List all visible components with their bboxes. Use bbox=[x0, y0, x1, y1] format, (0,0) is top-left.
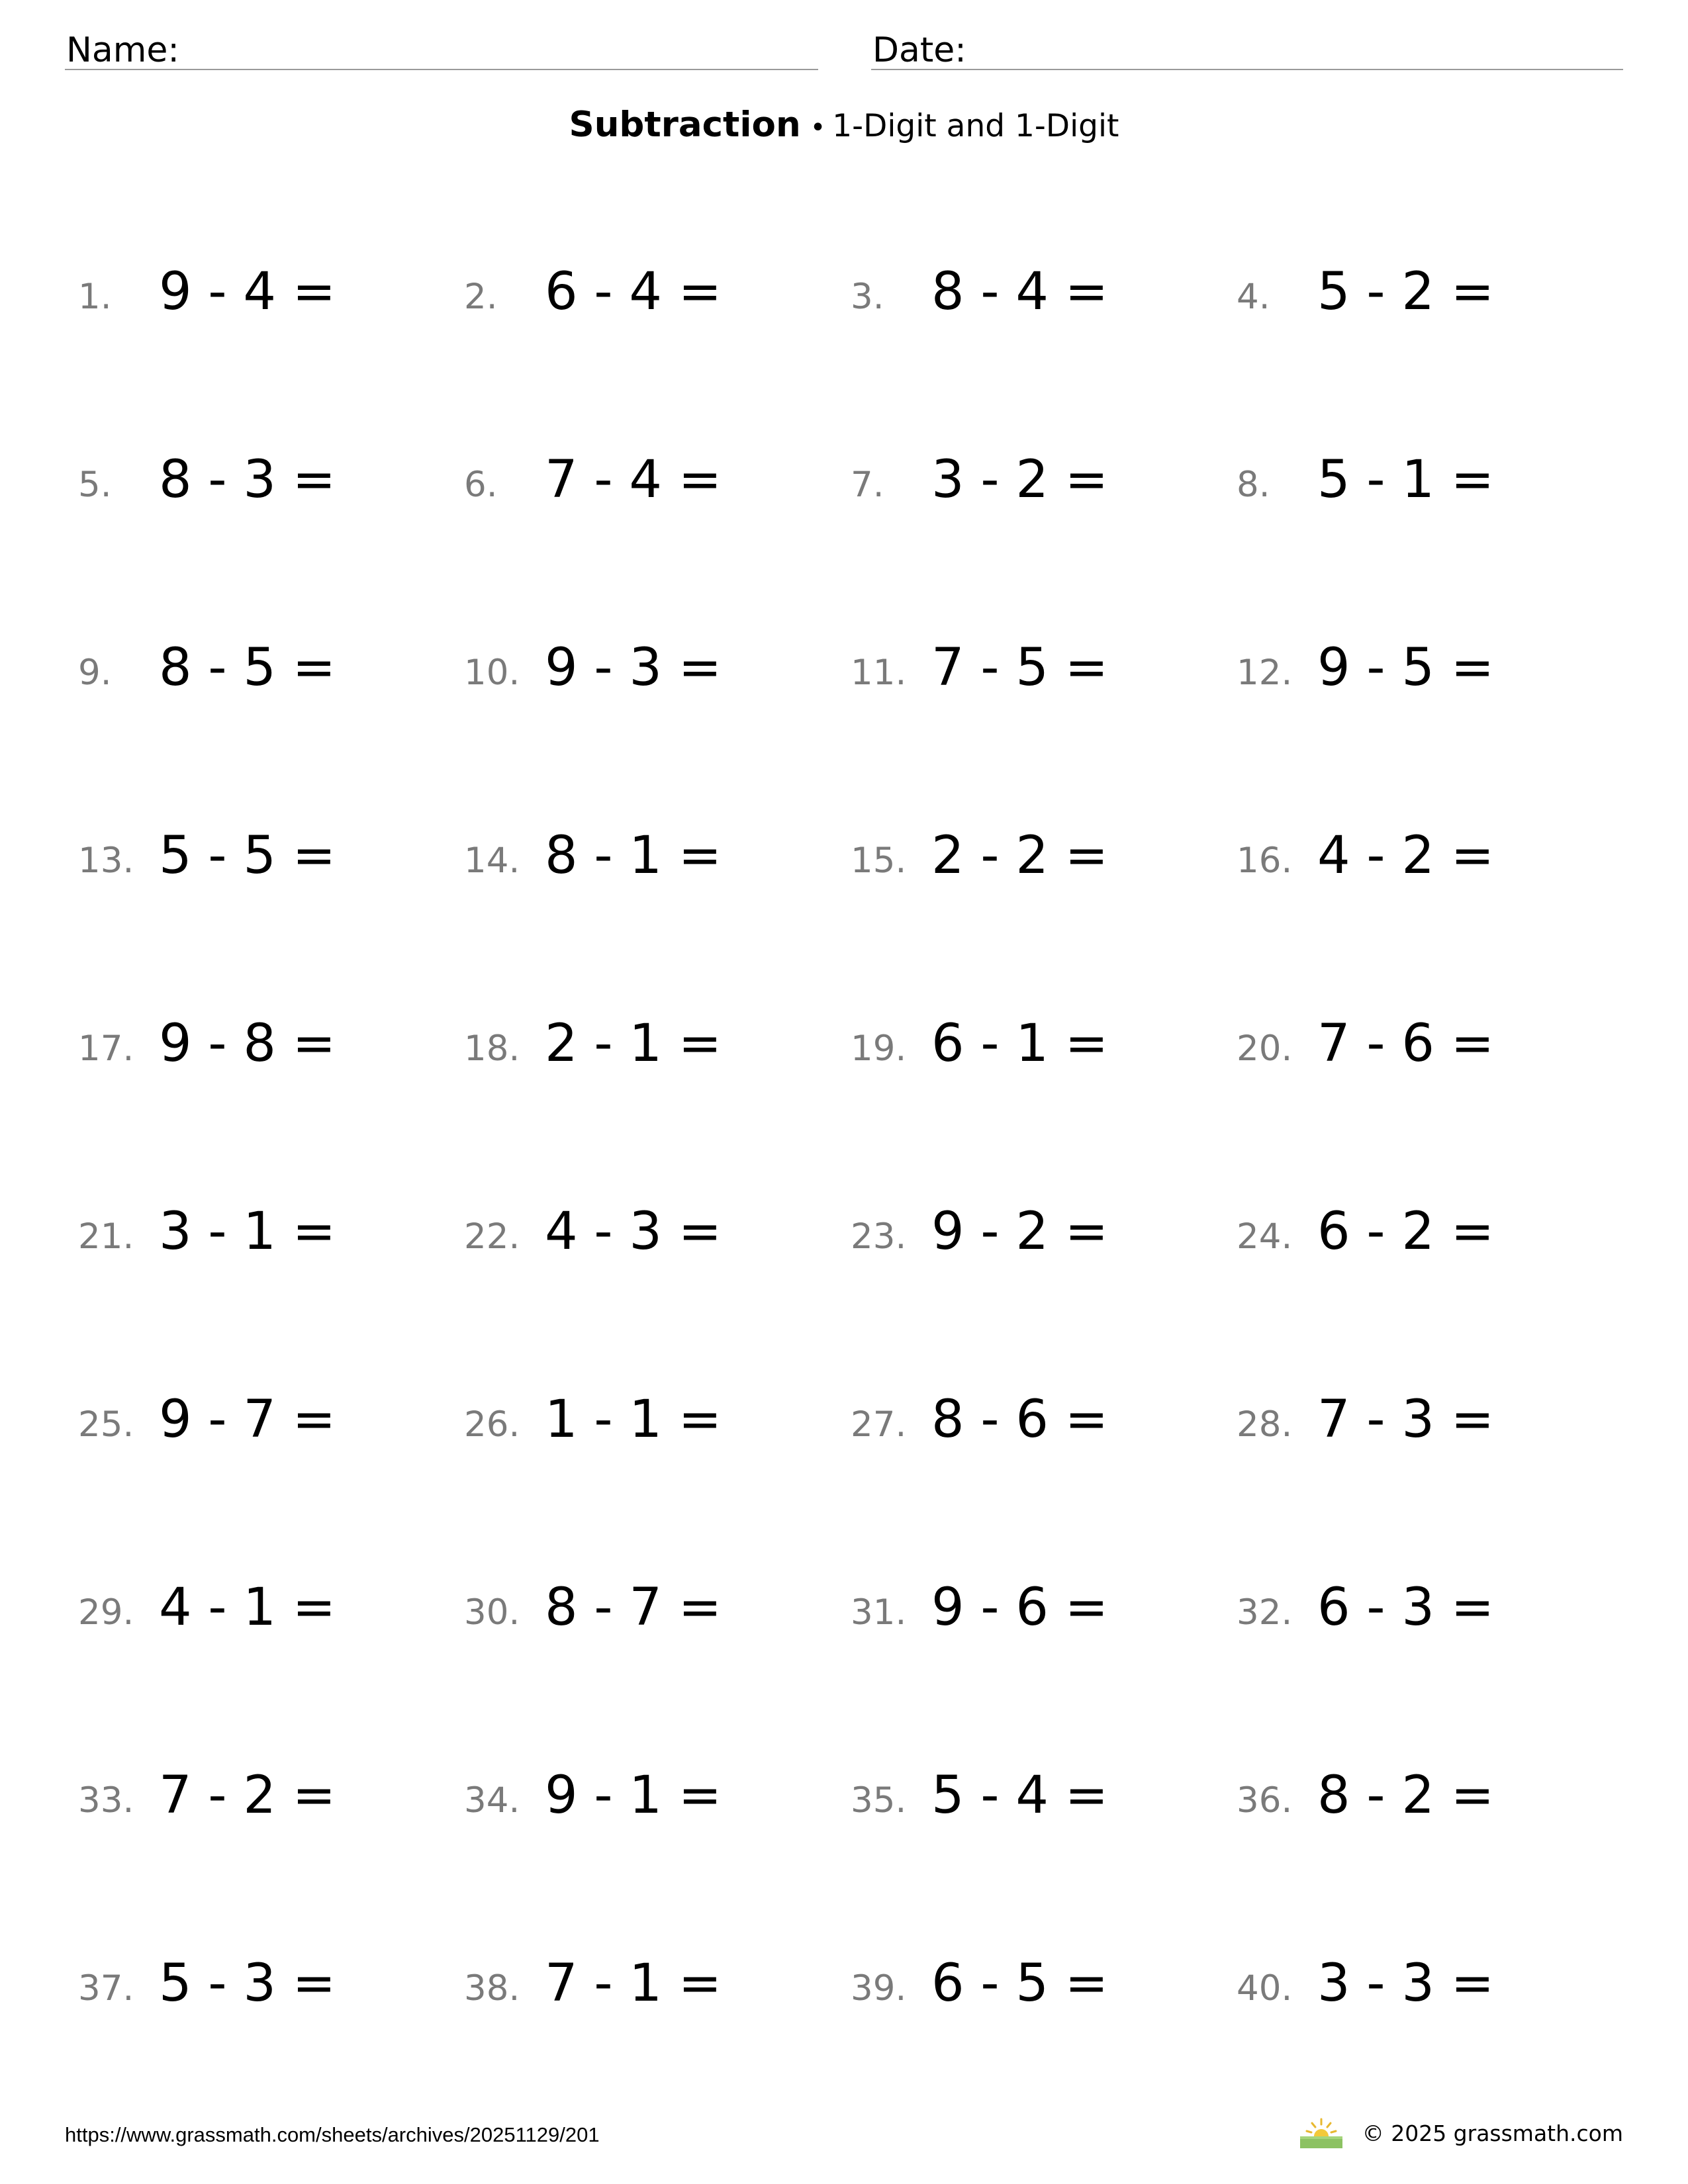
problem-expression: 9 - 5 = bbox=[1317, 638, 1495, 698]
problem-expression: 4 - 1 = bbox=[159, 1578, 336, 1637]
problem-number: 37. bbox=[78, 1968, 134, 2009]
problem-number: 25. bbox=[78, 1404, 134, 1445]
title-separator: • bbox=[810, 113, 826, 143]
problem-number: 39. bbox=[851, 1968, 907, 2009]
problem-expression: 8 - 7 = bbox=[545, 1578, 722, 1637]
problem-expression: 9 - 1 = bbox=[545, 1766, 722, 1825]
problem-expression: 5 - 5 = bbox=[159, 826, 336, 886]
name-field[interactable] bbox=[65, 24, 818, 70]
problem-expression: 6 - 4 = bbox=[545, 262, 722, 322]
problem-number: 15. bbox=[851, 841, 907, 881]
problem-number: 10. bbox=[464, 653, 520, 693]
date-label: Date: bbox=[872, 30, 966, 70]
problem-expression: 9 - 7 = bbox=[159, 1390, 336, 1449]
problem-number: 1. bbox=[78, 277, 112, 317]
problem-expression: 3 - 1 = bbox=[159, 1202, 336, 1261]
problem-expression: 7 - 1 = bbox=[545, 1954, 722, 2013]
problem-number: 23. bbox=[851, 1216, 907, 1257]
problem-expression: 5 - 4 = bbox=[931, 1766, 1109, 1825]
problem-number: 11. bbox=[851, 653, 907, 693]
problem-number: 26. bbox=[464, 1404, 520, 1445]
problem-number: 35. bbox=[851, 1780, 907, 1821]
problem-expression: 7 - 5 = bbox=[931, 638, 1109, 698]
problem-expression: 8 - 3 = bbox=[159, 450, 336, 510]
problem-number: 6. bbox=[464, 465, 498, 505]
title-subtitle: 1-Digit and 1-Digit bbox=[832, 108, 1119, 144]
problem-expression: 8 - 1 = bbox=[545, 826, 722, 886]
footer-brand bbox=[1297, 2116, 1623, 2150]
problem-expression: 7 - 6 = bbox=[1317, 1014, 1495, 1073]
problem-expression: 9 - 6 = bbox=[931, 1578, 1109, 1637]
footer-url[interactable]: https://www.grassmath.com/sheets/archives/20251129/201 bbox=[65, 2123, 600, 2146]
problem-number: 3. bbox=[851, 277, 884, 317]
problem-number: 27. bbox=[851, 1404, 907, 1445]
problem-expression: 7 - 2 = bbox=[159, 1766, 336, 1825]
problem-number: 5. bbox=[78, 465, 112, 505]
problem-number: 33. bbox=[78, 1780, 134, 1821]
problem-expression: 2 - 2 = bbox=[931, 826, 1109, 886]
problem-number: 19. bbox=[851, 1028, 907, 1069]
problem-expression: 6 - 2 = bbox=[1317, 1202, 1495, 1261]
problem-expression: 9 - 3 = bbox=[545, 638, 722, 698]
problem-number: 9. bbox=[78, 653, 112, 693]
worksheet-title bbox=[0, 105, 1688, 145]
problem-expression: 7 - 4 = bbox=[545, 450, 722, 510]
problem-expression: 6 - 5 = bbox=[931, 1954, 1109, 2013]
problem-number: 16. bbox=[1237, 841, 1293, 881]
problem-number: 22. bbox=[464, 1216, 520, 1257]
problem-number: 12. bbox=[1237, 653, 1293, 693]
problem-number: 32. bbox=[1237, 1592, 1293, 1633]
problem-number: 29. bbox=[78, 1592, 134, 1633]
problem-number: 34. bbox=[464, 1780, 520, 1821]
problem-number: 2. bbox=[464, 277, 498, 317]
date-field[interactable] bbox=[871, 24, 1623, 70]
problem-number: 36. bbox=[1237, 1780, 1293, 1821]
problem-expression: 2 - 1 = bbox=[545, 1014, 722, 1073]
problem-number: 28. bbox=[1237, 1404, 1293, 1445]
problem-number: 30. bbox=[464, 1592, 520, 1633]
copyright: © 2025 grassmath.com bbox=[1362, 2120, 1623, 2146]
problem-expression: 3 - 3 = bbox=[1317, 1954, 1495, 2013]
problem-expression: 1 - 1 = bbox=[545, 1390, 722, 1449]
problem-expression: 6 - 3 = bbox=[1317, 1578, 1495, 1637]
problem-number: 17. bbox=[78, 1028, 134, 1069]
problem-expression: 8 - 5 = bbox=[159, 638, 336, 698]
problem-expression: 5 - 1 = bbox=[1317, 450, 1495, 510]
problem-number: 20. bbox=[1237, 1028, 1293, 1069]
problem-expression: 9 - 2 = bbox=[931, 1202, 1109, 1261]
problem-expression: 8 - 2 = bbox=[1317, 1766, 1495, 1825]
problem-expression: 7 - 3 = bbox=[1317, 1390, 1495, 1449]
problem-number: 38. bbox=[464, 1968, 520, 2009]
problem-expression: 5 - 3 = bbox=[159, 1954, 336, 2013]
problem-number: 14. bbox=[464, 841, 520, 881]
problem-expression: 6 - 1 = bbox=[931, 1014, 1109, 1073]
problem-expression: 9 - 4 = bbox=[159, 262, 336, 322]
problem-expression: 9 - 8 = bbox=[159, 1014, 336, 1073]
problem-expression: 4 - 2 = bbox=[1317, 826, 1495, 886]
title-main: Subtraction bbox=[569, 105, 801, 145]
problem-expression: 8 - 4 = bbox=[931, 262, 1109, 322]
problem-expression: 4 - 3 = bbox=[545, 1202, 722, 1261]
problem-number: 31. bbox=[851, 1592, 907, 1633]
problem-number: 40. bbox=[1237, 1968, 1293, 2009]
problem-number: 7. bbox=[851, 465, 884, 505]
problem-expression: 3 - 2 = bbox=[931, 450, 1109, 510]
problem-number: 13. bbox=[78, 841, 134, 881]
problem-number: 8. bbox=[1237, 465, 1270, 505]
name-label: Name: bbox=[66, 30, 179, 70]
problem-number: 18. bbox=[464, 1028, 520, 1069]
problem-number: 24. bbox=[1237, 1216, 1293, 1257]
problem-number: 4. bbox=[1237, 277, 1270, 317]
sun-over-grass-icon bbox=[1297, 2116, 1345, 2150]
problem-expression: 8 - 6 = bbox=[931, 1390, 1109, 1449]
problem-number: 21. bbox=[78, 1216, 134, 1257]
problem-expression: 5 - 2 = bbox=[1317, 262, 1495, 322]
